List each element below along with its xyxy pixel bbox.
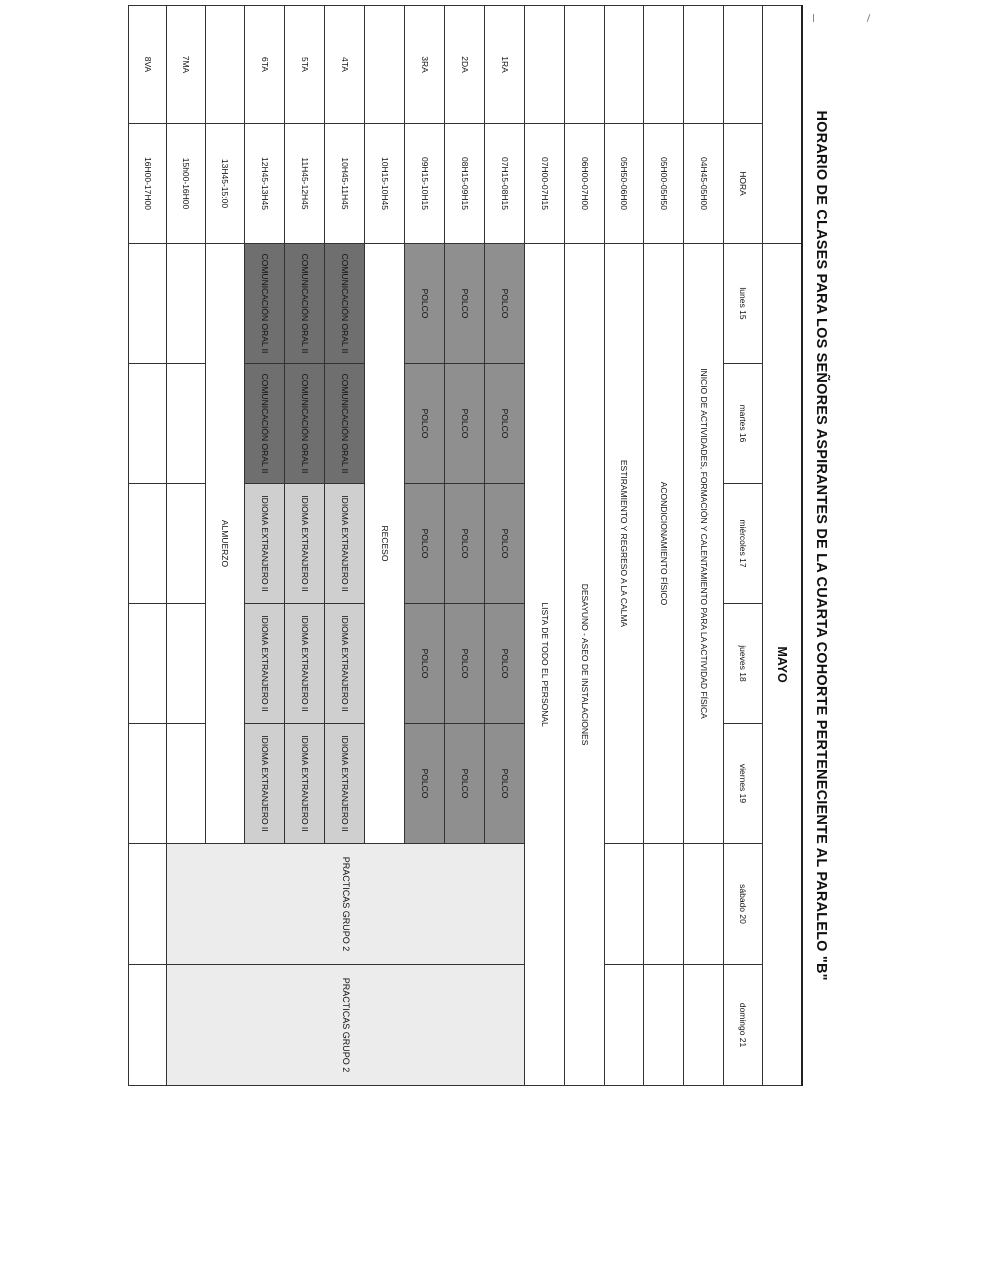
class-cell: COMUNICACIÓN ORAL II bbox=[285, 364, 325, 484]
period-cell: 6TA bbox=[245, 6, 285, 124]
empty-cell bbox=[129, 364, 167, 484]
time-cell: 10H15-10H45 bbox=[365, 124, 405, 244]
period-cell bbox=[206, 6, 245, 124]
schedule-sheet bbox=[130, 5, 840, 1085]
activity-cell: LISTA DE TODO EL PERSONAL bbox=[525, 244, 565, 1086]
period-cell bbox=[365, 6, 405, 124]
schedule-title: HORARIO DE CLASES PARA LOS SEÑORES ASPIRANTES DE LA CUARTA COHORTE PERTENECIENTE AL PARALELO "B" bbox=[802, 6, 840, 1086]
period-header bbox=[724, 6, 763, 124]
time-cell: 12H45-13H45 bbox=[245, 124, 285, 244]
period-cell: 3RA bbox=[405, 6, 445, 124]
scan-mark bbox=[867, 14, 871, 22]
schedule-table bbox=[129, 5, 841, 1086]
period-cell bbox=[644, 6, 684, 124]
empty-cell bbox=[129, 604, 167, 724]
class-cell: POLCO bbox=[445, 724, 485, 844]
period-cell bbox=[525, 6, 565, 124]
month-spacer bbox=[763, 6, 802, 244]
time-cell: 10H45-11H45 bbox=[325, 124, 365, 244]
period-cell bbox=[684, 6, 724, 124]
class-cell: IDIOMA EXTRANJERO II bbox=[285, 724, 325, 844]
class-cell: POLCO bbox=[445, 364, 485, 484]
empty-cell bbox=[129, 724, 167, 844]
time-cell: 11H45-12H45 bbox=[285, 124, 325, 244]
activity-cell: ACONDICIONAMIENTO FÍSICO bbox=[644, 244, 684, 844]
period-cell bbox=[605, 6, 644, 124]
class-cell: POLCO bbox=[405, 244, 445, 364]
weekend-blank bbox=[644, 965, 684, 1086]
class-cell: POLCO bbox=[405, 484, 445, 604]
class-cell: IDIOMA EXTRANJERO II bbox=[245, 604, 285, 724]
class-cell: POLCO bbox=[445, 244, 485, 364]
day-header: miércoles 17 bbox=[724, 484, 763, 604]
empty-cell bbox=[129, 484, 167, 604]
day-header: domingo 21 bbox=[724, 965, 763, 1086]
time-cell: 16H00-17H00 bbox=[129, 124, 167, 244]
activity-cell: ESTIRAMIENTO Y REGRESO A LA CALMA bbox=[605, 244, 644, 844]
class-cell: IDIOMA EXTRANJERO II bbox=[245, 724, 285, 844]
class-cell: POLCO bbox=[405, 364, 445, 484]
hora-header: HORA bbox=[724, 124, 763, 244]
class-cell: IDIOMA EXTRANJERO II bbox=[325, 724, 365, 844]
empty-cell bbox=[167, 364, 206, 484]
weekend-blank bbox=[129, 844, 167, 965]
month-header: MAYO bbox=[763, 244, 802, 1086]
break-cell: RECESO bbox=[365, 244, 405, 844]
class-cell: POLCO bbox=[445, 484, 485, 604]
class-cell: POLCO bbox=[485, 244, 525, 364]
time-cell: 05H00-05H50 bbox=[644, 124, 684, 244]
empty-cell bbox=[167, 724, 206, 844]
class-cell: IDIOMA EXTRANJERO II bbox=[245, 484, 285, 604]
period-cell: 1RA bbox=[485, 6, 525, 124]
day-header: lunes 15 bbox=[724, 244, 763, 364]
class-cell: IDIOMA EXTRANJERO II bbox=[325, 604, 365, 724]
period-cell: 4TA bbox=[325, 6, 365, 124]
time-cell: 04H45-05H00 bbox=[684, 124, 724, 244]
period-cell bbox=[565, 6, 605, 124]
class-cell: COMUNICACIÓN ORAL II bbox=[245, 364, 285, 484]
period-cell: 5TA bbox=[285, 6, 325, 124]
sunday-practice: PRACTICAS GRUPO 2 bbox=[167, 965, 525, 1086]
day-header: viernes 19 bbox=[724, 724, 763, 844]
empty-cell bbox=[167, 484, 206, 604]
class-cell: COMUNICACIÓN ORAL II bbox=[285, 244, 325, 364]
weekend-blank bbox=[684, 844, 724, 965]
class-cell: POLCO bbox=[485, 364, 525, 484]
class-cell: POLCO bbox=[485, 484, 525, 604]
day-header: jueves 18 bbox=[724, 604, 763, 724]
saturday-practice: PRACTICAS GRUPO 2 bbox=[167, 844, 525, 965]
class-cell: COMUNICACIÓN ORAL II bbox=[325, 364, 365, 484]
activity-cell: INICIO DE ACTIVIDADES, FORMACIÓN Y CALENTAMIENTO PARA LA ACTIVIDAD FÍSICA bbox=[684, 244, 724, 844]
weekend-blank bbox=[129, 965, 167, 1086]
time-cell: 15h00-16H00 bbox=[167, 124, 206, 244]
day-header: sábado 20 bbox=[724, 844, 763, 965]
class-cell: IDIOMA EXTRANJERO II bbox=[285, 604, 325, 724]
period-cell: 8VA bbox=[129, 6, 167, 124]
empty-cell bbox=[167, 244, 206, 364]
weekend-blank bbox=[684, 965, 724, 1086]
class-cell: IDIOMA EXTRANJERO II bbox=[325, 484, 365, 604]
empty-cell bbox=[167, 604, 206, 724]
class-cell: POLCO bbox=[485, 724, 525, 844]
activity-cell: DESAYUNO - ASEO DE INSTALACIONES bbox=[565, 244, 605, 1086]
class-cell: COMUNICACIÓN ORAL II bbox=[245, 244, 285, 364]
class-cell: POLCO bbox=[405, 604, 445, 724]
weekend-blank bbox=[644, 844, 684, 965]
class-cell: COMUNICACIÓN ORAL II bbox=[325, 244, 365, 364]
time-cell: 09H15-10H15 bbox=[405, 124, 445, 244]
class-cell: POLCO bbox=[405, 724, 445, 844]
period-cell: 2DA bbox=[445, 6, 485, 124]
weekend-blank bbox=[605, 965, 644, 1086]
period-cell: 7MA bbox=[167, 6, 206, 124]
time-cell: 06H00-07H00 bbox=[565, 124, 605, 244]
empty-cell bbox=[129, 244, 167, 364]
time-cell: 07H00-07H15 bbox=[525, 124, 565, 244]
lunch-cell: ALMUERZO bbox=[206, 244, 245, 844]
time-cell: 08H15-09H15 bbox=[445, 124, 485, 244]
time-cell: 05H50-06H00 bbox=[605, 124, 644, 244]
class-cell: POLCO bbox=[485, 604, 525, 724]
time-cell: 07H15-08H15 bbox=[485, 124, 525, 244]
time-cell: 13H45-15:00 bbox=[206, 124, 245, 244]
day-header: martes 16 bbox=[724, 364, 763, 484]
class-cell: POLCO bbox=[445, 604, 485, 724]
weekend-blank bbox=[605, 844, 644, 965]
class-cell: IDIOMA EXTRANJERO II bbox=[285, 484, 325, 604]
